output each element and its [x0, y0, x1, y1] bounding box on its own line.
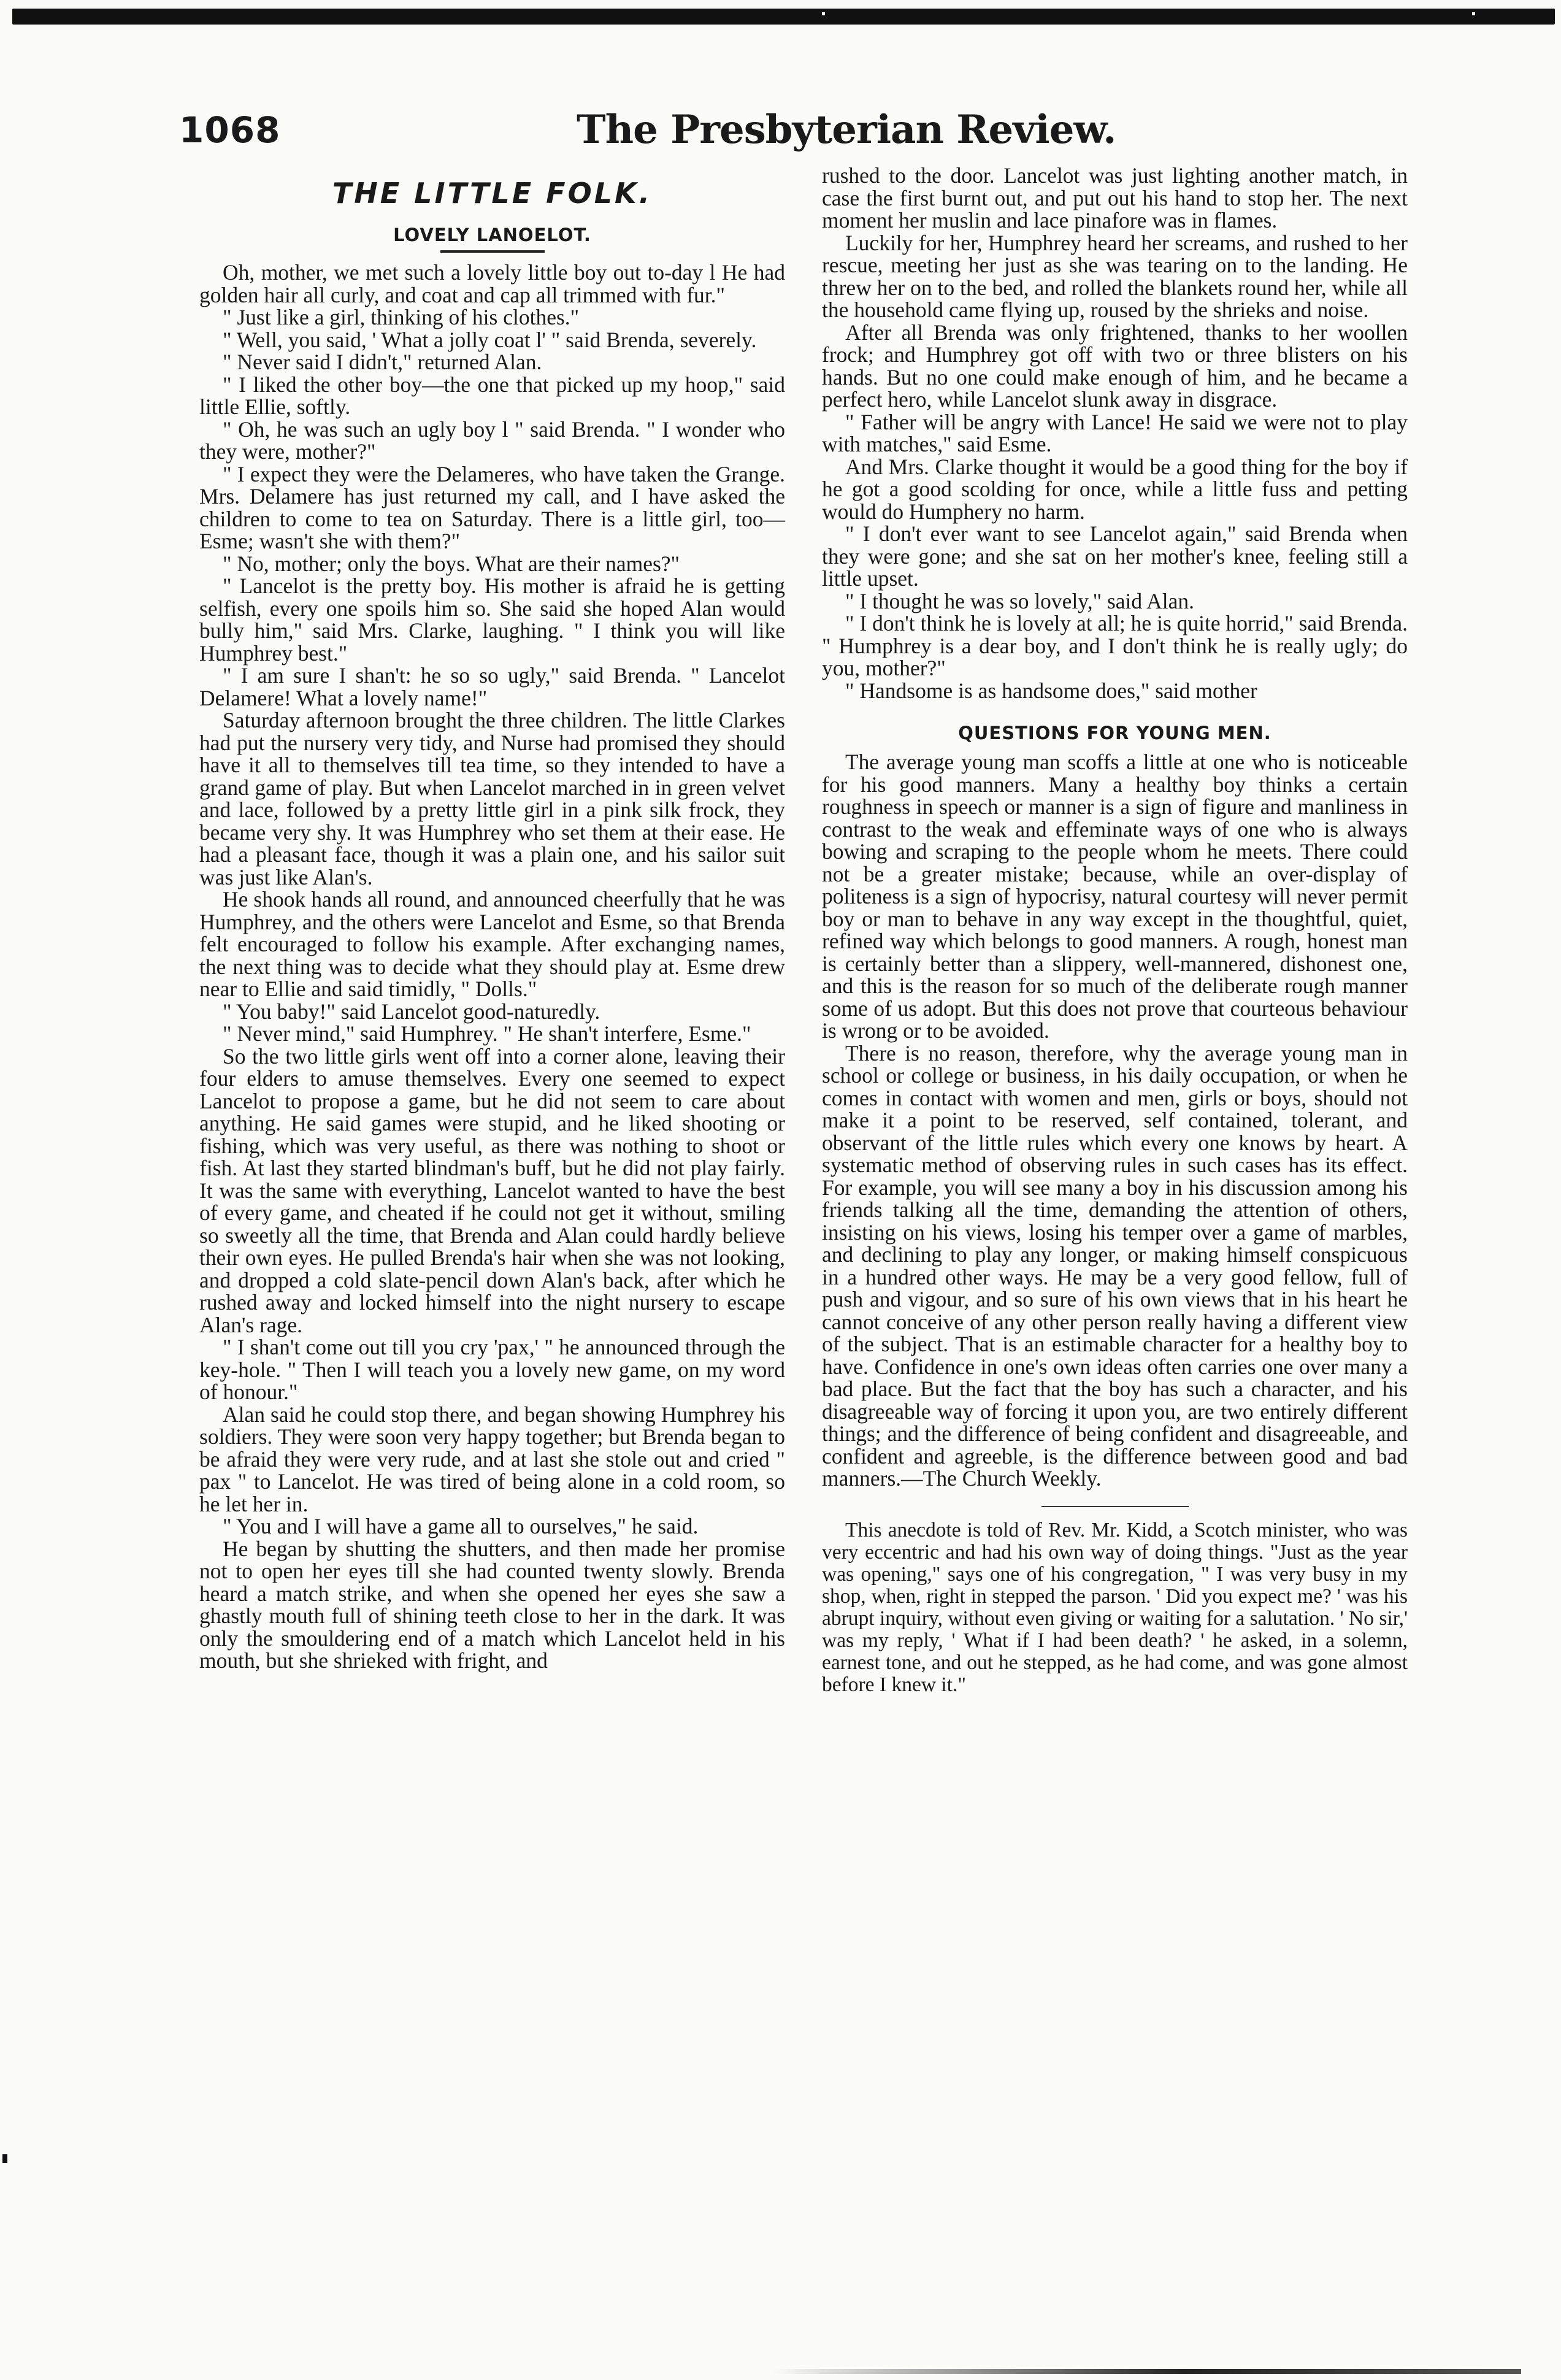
story-paragraph: " I thought he was so lovely," said Alan.	[845, 588, 1194, 613]
story-paragraph: " Never said I didn't," returned Alan.	[223, 350, 542, 374]
section-spacer	[822, 702, 1408, 723]
margin-mark	[2, 2154, 7, 2163]
story-paragraph: " Oh, he was such an ugly boy l " said Brenda. " I wonder who they were, mother?"	[199, 416, 785, 464]
section-divider	[1041, 1506, 1189, 1507]
story-paragraph: " I expect they were the Delameres, who have taken the Grange. Mrs. Delamere has just returned my call, and I have asked the children to come to tea on Saturday. There is a little girl, too—Esme; wasn't she with them?"	[199, 461, 785, 553]
story-paragraph: " I don't ever want to see Lancelot again," said Brenda when they were gone; and she sat on her mother's knee, feeling still a little upset.	[822, 521, 1408, 591]
story-title: LOVELY LANOELOT.	[393, 225, 591, 245]
rule-speck	[1472, 12, 1475, 15]
story-section-heading: THE LITTLE FOLK.	[332, 177, 653, 210]
story-paragraph: " You and I will have a game all to ourselves," he said.	[223, 1514, 699, 1538]
article-paragraph: The average young man scoffs a little at one who is noticeable for his good manners. Many a healthy boy thinks a certain roughness in speech or manner is a sign of figure and manliness in contrast to the weak and effeminate ways of one who is always bowing and scraping to the people whom he meets. There could not be a greater mistake; because, while an over-display of politeness is a sign of hypocrisy, natural courtesy will never permit boy or man to behave in any way except in the thoughtful, quiet, refined way which belongs to good manners. A rough, honest man is certainly better than a slippery, well-mannered, dishonest one, and this is the reason for so much of the deliberate rough manner some of us adopt. But this does not prove that courteous behaviour is wrong or to be avoided.	[822, 750, 1408, 1043]
bottom-rule	[773, 2369, 1521, 2374]
story-paragraph: " Well, you said, ' What a jolly coat l' " said Brenda, severely.	[223, 327, 757, 352]
story-paragraph: " No, mother; only the boys. What are their names?"	[223, 551, 680, 576]
story-paragraph: So the two little girls went off into a corner alone, leaving their four elders to amuse themselves. Every one seemed to expect Lancelot to propose a game, but he did not seem to care about anything. He said games were stupid, and he liked shooting or fishing, which was very useful, as there was nothing to shoot or fish. At last they started blindman's buff, but he did not play fairly. It was the same with everything, Lancelot wanted to have the best of every game, and cheated if he could not get it without, smiling so sweetly all the time, that Brenda and Alan could hardly believe their own eyes. He pulled Brenda's hair when she was not looking, and dropped a cold slate-pencil down Alan's back, after which he rushed away and locked himself into the night nursery to escape Alan's rage.	[199, 1043, 785, 1337]
story-paragraph: " You baby!" said Lancelot good-naturedly.	[223, 999, 600, 1024]
story-paragraph: Saturday afternoon brought the three children. The little Clarkes had put the nursery very tidy, and Nurse had promised they should have it all to themselves till tea time, so they intended to have a grand game of play. But when Lancelot marched in in green velvet and lace, followed by a pretty little girl in a pink silk frock, they became very shy. It was Humphrey who set them at their ease. He had a pleasant face, though it was a plain one, and his sailor suit was just like Alan's.	[199, 708, 785, 889]
article-paragraph: There is no reason, therefore, why the average young man in school or college or business, in his daily occupation, or when he comes in contact with women and men, girls or boys, should not make it a point to be reserved, self contained, tolerant, and observant of the little rules which every one knows by heart. A systematic method of observing rules in such cases has its effect. For example, you will see many a boy in his discussion among his friends talking all the time, demanding the attention of others, insisting on his views, losing his temper over a game of marbles, and declining to play any longer, or making himself conspicuous in a hundred other ways. He may be a very good fellow, full of push and vigour, and so sure of his own views that in his heart he cannot conceive of any other person really having a different view of the subject. That is an estimable character for a healthy boy to have. Confidence in one's own ideas often carries one over many a bad place. But the fact that the boy has such a character, and his disagreeable way of forcing it upon you, are two entirely different things; and the difference of being confident and disagreeable, and confident and agreeble, is the difference between good and bad manners.—The Church Weekly.	[822, 1040, 1408, 1491]
story-paragraph: " Just like a girl, thinking of his clothes."	[223, 305, 580, 329]
story-paragraph: " I don't think he is lovely at all; he is quite horrid," said Brenda. " Humphrey is a dear boy, and I don't think he is really ugly; do you, mother?"	[822, 611, 1408, 680]
story-paragraph: He began by shutting the shutters, and then made her promise not to open her eyes till she had counted twenty slowly. Brenda heard a match strike, and when she opened her eyes she saw a ghastly mouth full of shining teeth close to her in the dark. It was only the smouldering end of a match which Lancelot held in his mouth, but she shrieked with fright, and	[199, 1536, 785, 1673]
right-column	[822, 164, 1408, 1696]
story-paragraph: " Father will be angry with Lance! He said we were not to play with matches," said Esme.	[822, 409, 1408, 456]
story-paragraph: Oh, mother, we met such a lovely little boy out to-day l He had golden hair all curly, and coat and cap all trimmed with fur."	[199, 260, 785, 307]
story-paragraph: " Handsome is as handsome does," said mother	[845, 678, 1257, 703]
story-paragraph: " I shan't come out till you cry 'pax,' " he announced through the key-hole. " Then I will teach you a lovely new game, on my word of honour."	[199, 1335, 785, 1404]
left-column	[199, 164, 785, 1672]
anecdote-paragraph: This anecdote is told of Rev. Mr. Kidd, a Scotch minister, who was very eccentric and had his own way of doing things. "Just as the year was opening," says one of his congregation, " I was very busy in my shop, when, right in stepped the parson. ' Did you expect me? ' was his abrupt inquiry, without even giving or waiting for a salutation. ' No sir,' was my reply, ' What if I had been death? ' he asked, in a solemn, earnest tone, and out he stepped, as he had come, and was gone almost before I knew it."	[822, 1518, 1408, 1696]
story-paragraph: He shook hands all round, and announced cheerfully that he was Humphrey, and the others were Lancelot and Esme, so that Brenda felt encouraged to follow his example. After exchanging names, the next thing was to decide what they should play at. Esme drew near to Ellie and said timidly, " Dolls."	[199, 887, 785, 1001]
story-paragraph: " I liked the other boy—the one that picked up my hoop," said little Ellie, softly.	[199, 372, 785, 419]
rule-speck	[822, 12, 825, 15]
story-paragraph: After all Brenda was only frightened, thanks to her woollen frock; and Humphrey got off with two or three blisters on his hands. But no one could make enough of him, and he became a perfect hero, while Lancelot slunk away in disgrace.	[822, 320, 1408, 412]
page-number: 1068	[179, 109, 281, 151]
story-paragraph: And Mrs. Clarke thought it would be a good thing for the boy if he got a good scolding for once, while a little fuss and petting would do Humphery no harm.	[822, 454, 1408, 524]
article-title: QUESTIONS FOR YOUNG MEN.	[958, 723, 1271, 743]
story-paragraph: Alan said he could stop there, and began showing Humphrey his soldiers. They were soon very happy together; but Brenda began to be afraid they were very rude, and at last she stole out and cried " pax " to Lancelot. He was tired of being alone in a cold room, so he let her in.	[199, 1402, 785, 1516]
title-underline	[440, 250, 545, 253]
story-paragraph: " Never mind," said Humphrey. " He shan't interfere, Esme."	[223, 1021, 751, 1046]
story-paragraph: rushed to the door. Lancelot was just lighting another match, in case the first burnt out, and put out his hand to stop her. The next moment her muslin and lace pinafore was in flames.	[822, 163, 1408, 232]
story-paragraph: Luckily for her, Humphrey heard her screams, and rushed to her rescue, meeting her just as she was tearing on to the landing. He threw her on to the bed, and rolled the blankets round her, while all the household came flying up, roused by the shrieks and noise.	[822, 230, 1408, 322]
top-rule	[12, 9, 1555, 25]
story-paragraph: " Lancelot is the pretty boy. His mother is afraid he is getting selfish, every one spoils him so. She said she hoped Alan would bully him," said Mrs. Clarke, laughing. " I think you will like Humphrey best."	[199, 574, 785, 666]
running-head: The Presbyterian Review.	[577, 107, 1116, 153]
story-paragraph: " I am sure I shan't: he so so ugly," said Brenda. " Lancelot Delamere! What a lovely name!"	[199, 663, 785, 710]
